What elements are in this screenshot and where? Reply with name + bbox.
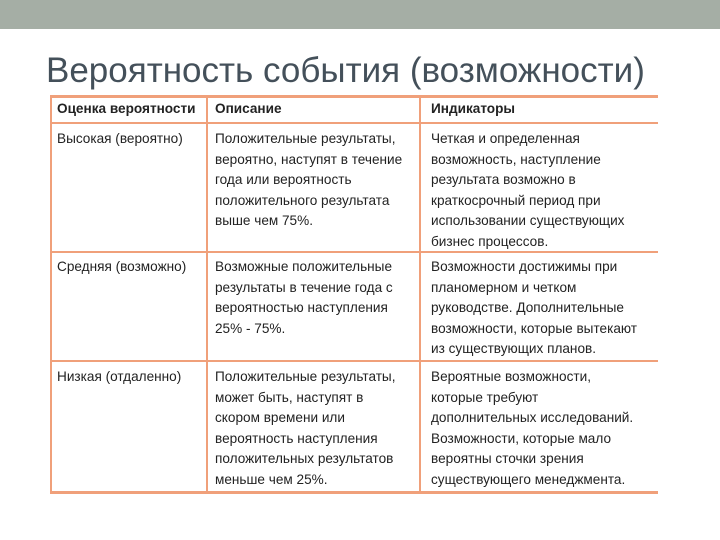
text-line: возможности, которые вытекают [431, 320, 638, 336]
text-line: возможность, наступление [431, 151, 601, 167]
text-line: руководстве. Дополнительные [431, 300, 624, 315]
text-line: положительного результата [215, 192, 390, 208]
text-line: положительных результатов [215, 451, 394, 466]
text-line: планомерном и четком [431, 279, 577, 295]
row-medium-level: Средняя (возможно) [57, 259, 187, 274]
row-medium-indicators [431, 257, 637, 360]
text-line: вероятностью наступления [215, 300, 388, 315]
table-rule-left [50, 95, 52, 494]
row-low-description [215, 367, 395, 490]
table-rule-top [50, 95, 658, 98]
text-line: Положительные результаты, [215, 369, 396, 384]
text-line: краткосрочный период при [431, 192, 601, 208]
text-line: из существующих планов. [431, 341, 596, 356]
text-line: вероятно, наступят в течение [215, 151, 403, 167]
table-rule-row2 [50, 360, 658, 362]
text-line: Возможные положительные [215, 259, 393, 274]
text-line: результаты в течение года с [215, 279, 393, 295]
row-high-description [215, 129, 402, 232]
probability-table [50, 95, 658, 494]
slide-title: Вероятность события (возможности) [46, 51, 645, 90]
row-low-indicators [431, 367, 633, 490]
text-line: Положительные результаты, [215, 131, 396, 146]
text-line: существующего менеджмента. [431, 471, 626, 487]
text-line: вероятность наступления [215, 430, 378, 446]
row-low-level: Низкая (отдаленно) [57, 369, 182, 384]
table-rule-col1 [206, 95, 208, 494]
text-line: выше чем 75%. [215, 213, 313, 228]
text-line: года или вероятность [215, 172, 352, 187]
row-high-level: Высокая (вероятно) [57, 131, 183, 146]
text-line: дополнительных исследований. [431, 410, 634, 425]
text-line: может быть, наступят в [215, 389, 364, 405]
row-high-indicators [431, 129, 624, 252]
text-line: использовании существующих [431, 213, 625, 228]
text-line: которые требуют [431, 389, 539, 405]
table-rule-bottom [50, 491, 658, 494]
text-line: 25% - 75%. [215, 320, 286, 336]
text-line: Четкая и определенная [431, 131, 580, 146]
text-line: Возможности, которые мало [431, 430, 612, 446]
header-indicators: Индикаторы [431, 101, 516, 116]
text-line: бизнес процессов. [431, 233, 549, 249]
row-medium-description [215, 257, 393, 339]
text-line: вероятны сточки зрения [431, 451, 584, 466]
table-rule-col2 [419, 95, 421, 494]
header-description: Описание [215, 101, 282, 116]
text-line: результата возможно в [431, 172, 576, 187]
header-probability: Оценка вероятности [57, 101, 196, 116]
table-rule-header [50, 122, 658, 124]
text-line: Вероятные возможности, [431, 369, 591, 384]
text-line: скором времени или [215, 410, 345, 425]
text-line: меньше чем 25%. [215, 471, 328, 487]
top-bar [0, 0, 720, 29]
text-line: Возможности достижимы при [431, 259, 618, 274]
